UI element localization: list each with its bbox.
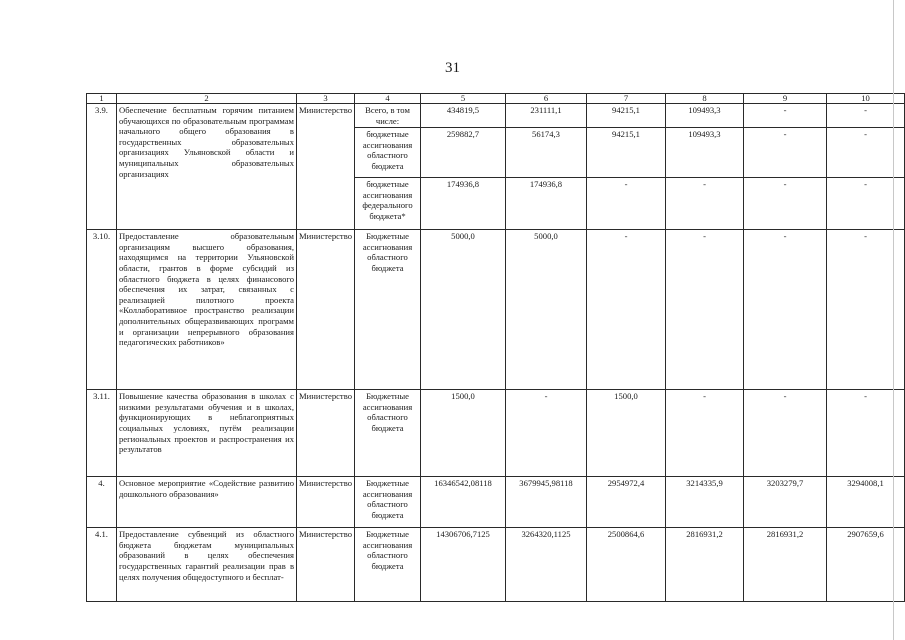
- row-description: Основное мероприятие «Содействие развитию дошкольного образования»: [117, 477, 297, 528]
- amount-cell: 56174,3: [506, 128, 587, 178]
- amount-cell: 5000,0: [506, 230, 587, 390]
- column-number: 7: [587, 94, 666, 104]
- table-row: [87, 390, 905, 477]
- column-number: 8: [666, 94, 744, 104]
- column-number: 2: [117, 94, 297, 104]
- amount-cell: 5000,0: [421, 230, 506, 390]
- amount-cell: 259882,7: [421, 128, 506, 178]
- amount-cell: -: [827, 178, 905, 230]
- amount-cell: -: [827, 230, 905, 390]
- amount-cell: 434819,5: [421, 104, 506, 128]
- amount-cell: -: [744, 178, 827, 230]
- amount-cell: -: [587, 230, 666, 390]
- column-number: 4: [355, 94, 421, 104]
- amount-cell: -: [666, 178, 744, 230]
- column-number: 3: [297, 94, 355, 104]
- amount-cell: -: [827, 390, 905, 477]
- row-description: Предоставление образовательным организациям высшего образования, находящимся на территории Ульяновской области, грантов в форме субсидий из областного бюджета в целях финансового обеспечения их затрат, связанных с реализацией пилотного проекта «Коллаборативное пространство реализации дополнительных общеразвивающих программ и организации непрерывного образования педагогических работников»: [117, 230, 297, 390]
- funding-source: Бюджетные ассигнования областного бюджета: [355, 230, 421, 390]
- amount-cell: 3264320,1125: [506, 528, 587, 602]
- amount-cell: 174936,8: [421, 178, 506, 230]
- amount-cell: 94215,1: [587, 104, 666, 128]
- amount-cell: 94215,1: [587, 128, 666, 178]
- amount-cell: -: [827, 104, 905, 128]
- amount-cell: -: [827, 128, 905, 178]
- column-number: 6: [506, 94, 587, 104]
- row-executor: Министерство: [297, 477, 355, 528]
- table-row: [87, 104, 905, 128]
- table-row: [87, 477, 905, 528]
- page-number: 31: [445, 60, 460, 76]
- row-number: 3.11.: [87, 390, 117, 477]
- column-number: 10: [827, 94, 905, 104]
- column-number: 1: [87, 94, 117, 104]
- funding-source: бюджетные ассигнования областного бюджета: [355, 128, 421, 178]
- amount-cell: -: [666, 390, 744, 477]
- row-executor: Министерство: [297, 390, 355, 477]
- column-number-row: [87, 94, 905, 104]
- column-number: 5: [421, 94, 506, 104]
- row-executor: Министерство: [297, 104, 355, 230]
- row-executor: Министерство: [297, 528, 355, 602]
- amount-cell: 3294008,1: [827, 477, 905, 528]
- row-description: Повышение качества образования в школах с низкими результатами обучения и в школах, функционирующих в неблагоприятных социальных условиях, путём реализации региональных проектов и распространения их результатов: [117, 390, 297, 477]
- funding-source: Бюджетные ассигнования областного бюджета: [355, 528, 421, 602]
- amount-cell: -: [744, 128, 827, 178]
- funding-source: бюджетные ассигнования федерального бюджета*: [355, 178, 421, 230]
- row-number: 4.: [87, 477, 117, 528]
- budget-table: [86, 93, 905, 602]
- amount-cell: 2500864,6: [587, 528, 666, 602]
- scan-edge-mark: [893, 0, 894, 640]
- amount-cell: 109493,3: [666, 128, 744, 178]
- funding-source: Всего, в том числе:: [355, 104, 421, 128]
- table-row: [87, 528, 905, 602]
- funding-source: Бюджетные ассигнования областного бюджета: [355, 477, 421, 528]
- row-description: Обеспечение бесплатным горячим питанием обучающихся по образовательным программам начального общего образования в государственных образовательных организациях Ульяновской области и муниципальных образовательных организациях: [117, 104, 297, 230]
- amount-cell: 2954972,4: [587, 477, 666, 528]
- column-number: 9: [744, 94, 827, 104]
- amount-cell: 1500,0: [421, 390, 506, 477]
- row-number: 4.1.: [87, 528, 117, 602]
- amount-cell: 174936,8: [506, 178, 587, 230]
- amount-cell: 109493,3: [666, 104, 744, 128]
- amount-cell: 3214335,9: [666, 477, 744, 528]
- amount-cell: 2816931,2: [744, 528, 827, 602]
- amount-cell: 16346542,08118: [421, 477, 506, 528]
- funding-source: Бюджетные ассигнования областного бюджета: [355, 390, 421, 477]
- amount-cell: 14306706,7125: [421, 528, 506, 602]
- amount-cell: 2907659,6: [827, 528, 905, 602]
- amount-cell: -: [744, 230, 827, 390]
- table-row: [87, 230, 905, 390]
- amount-cell: 1500,0: [587, 390, 666, 477]
- amount-cell: -: [587, 178, 666, 230]
- amount-cell: 2816931,2: [666, 528, 744, 602]
- amount-cell: -: [506, 390, 587, 477]
- amount-cell: -: [744, 104, 827, 128]
- amount-cell: 3679945,98118: [506, 477, 587, 528]
- row-executor: Министерство: [297, 230, 355, 390]
- amount-cell: -: [666, 230, 744, 390]
- row-description: Предоставление субвенций из областного бюджета бюджетам муниципальных образований в целях обеспечения государственных гарантий реализации прав в целях получения общедоступного и бесплат-: [117, 528, 297, 602]
- amount-cell: -: [744, 390, 827, 477]
- row-number: 3.9.: [87, 104, 117, 230]
- amount-cell: 3203279,7: [744, 477, 827, 528]
- amount-cell: 231111,1: [506, 104, 587, 128]
- row-number: 3.10.: [87, 230, 117, 390]
